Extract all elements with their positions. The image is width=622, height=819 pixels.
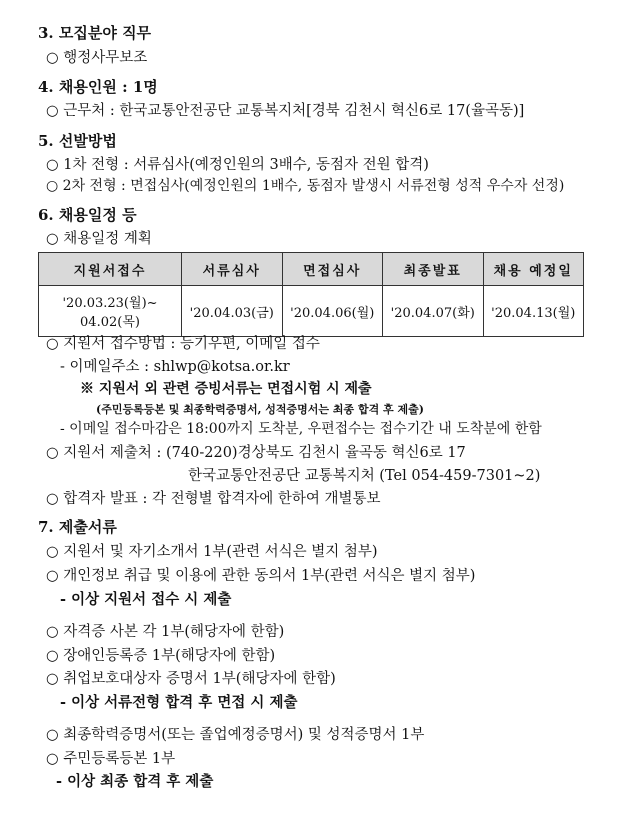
table-cell: '20.04.03(금) (182, 286, 283, 337)
table-header: 최종발표 (383, 253, 484, 286)
notice: ※ 지원서 외 관련 증빙서류는 면접시험 시 제출 (80, 381, 372, 397)
schedule-row (39, 286, 584, 337)
submission-address-2: 한국교통안전공단 교통복지처 (Tel 054-459-7301~2) (188, 468, 541, 484)
table-header: 면접심사 (282, 253, 383, 286)
table-header: 지원서접수 (39, 253, 182, 286)
schedule-header-row (39, 253, 584, 286)
group-note: - 이상 최종 합격 후 제출 (56, 773, 214, 790)
submission-method: ○ 지원서 접수방법 : 등기우편, 이메일 접수 (46, 336, 320, 352)
group-note: - 이상 서류전형 합격 후 면접 시 제출 (60, 694, 298, 711)
section-4-item: ○ 근무처 : 한국교통안전공단 교통복지처[경북 김천시 혁신6로 17(율곡동)] (46, 103, 525, 119)
table-cell: '20.03.23(월)~ 04.02(목) (39, 286, 182, 337)
table-header: 채용 예정일 (483, 253, 584, 286)
table-header: 서류심사 (182, 253, 283, 286)
document-item: ○ 최종학력증명서(또는 졸업예정증명서) 및 성적증명서 1부 (46, 727, 425, 743)
section-5-item-1: ○ 1차 전형 : 서류심사(예정인원의 3배수, 동점자 전원 합격) (46, 157, 429, 173)
section-3-title: 3. 모집분야 직무 (38, 24, 152, 42)
document-item: ○ 주민등록등본 1부 (46, 751, 176, 767)
section-7-title: 7. 제출서류 (38, 518, 117, 536)
deadline-note: - 이메일 접수마감은 18:00까지 도착분, 우편접수는 접수기간 내 도착분에 한함 (60, 421, 542, 437)
table-cell: '20.04.13(월) (483, 286, 584, 337)
section-3-item: ○ 행정사무보조 (46, 50, 148, 66)
group-note: - 이상 지원서 접수 시 제출 (60, 591, 232, 608)
document-item: ○ 자격증 사본 각 1부(해당자에 한함) (46, 624, 285, 640)
result-announcement: ○ 합격자 발표 : 각 전형별 합격자에 한하여 개별통보 (46, 491, 381, 507)
section-6-item: ○ 채용일정 계획 (46, 231, 152, 247)
document-item: ○ 취업보호대상자 증명서 1부(해당자에 한함) (46, 671, 336, 687)
schedule-table (38, 252, 584, 337)
section-5-item-2: ○ 2차 전형 : 면접심사(예정인원의 1배수, 동점자 발생시 서류전형 성적 우수자 선정) (46, 178, 565, 194)
table-cell: '20.04.07(화) (383, 286, 484, 337)
document-item: ○ 개인정보 취급 및 이용에 관한 동의서 1부(관련 서식은 별지 첨부) (46, 568, 476, 584)
section-5-title: 5. 선발방법 (38, 132, 117, 150)
submission-address: ○ 지원서 제출처 : (740-220)경상북도 김천시 율곡동 혁신6로 17 (46, 445, 466, 461)
table-cell: '20.04.06(월) (282, 286, 383, 337)
email-address: - 이메일주소 : shlwp@kotsa.or.kr (60, 359, 290, 375)
section-4-title: 4. 채용인원 : 1명 (38, 78, 158, 96)
document-item: ○ 지원서 및 자기소개서 1부(관련 서식은 별지 첨부) (46, 544, 378, 560)
section-6-title: 6. 채용일정 등 (38, 206, 137, 224)
notice-sub: (주민등록등본 및 최종학력증명서, 성적증명서는 최종 합격 후 제출) (96, 403, 424, 416)
document-item: ○ 장애인등록증 1부(해당자에 한함) (46, 648, 276, 664)
